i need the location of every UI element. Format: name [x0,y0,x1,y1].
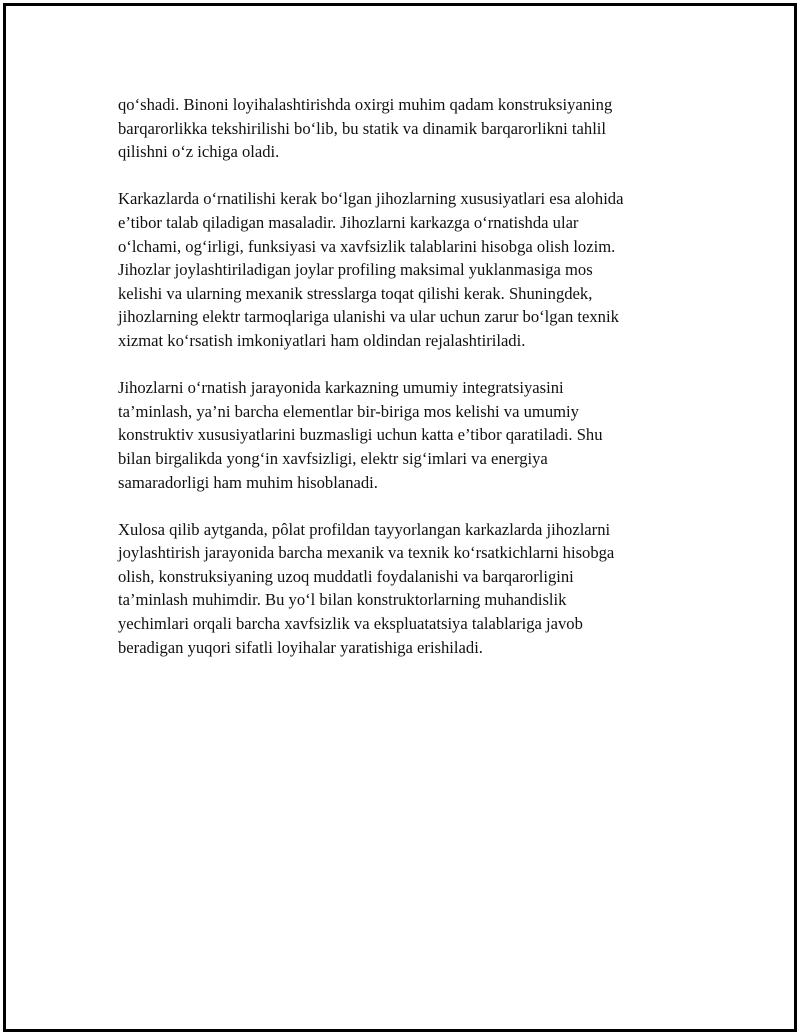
text-line: xizmat ko‘rsatish imkoniyatlari ham oldindan rejalashtiriladi. [118,330,526,350]
text-line: beradigan yuqori sifatli loyihalar yaratishiga erishiladi. [118,637,483,657]
text-line: Jihozlarni o‘rnatish jarayonida karkazning umumiy integratsiyasini [118,378,564,398]
paragraph-4 [118,518,680,660]
paragraph-3 [118,376,680,494]
text-line: Jihozlar joylashtiriladigan joylar profiling maksimal yuklanmasiga mos [118,260,593,280]
text-line: yechimlari orqali barcha xavfsizlik va ekspluatatsiya talablariga javob [118,614,583,634]
text-line: qilishni o‘z ichiga oladi. [118,142,280,162]
text-line: bilan birgalikda yong‘in xavfsizligi, elektr sig‘imlari va energiya [118,448,548,468]
text-line: e’tibor talab qiladigan masaladir. Jihozlarni karkazga o‘rnatishda ular [118,212,579,232]
text-line: konstruktiv xususiyatlarini buzmasligi uchun katta e’tibor qaratiladi. Shu [118,425,603,445]
text-line: barqarorlikka tekshirilishi bo‘lib, bu statik va dinamik barqarorlikni tahlil [118,118,607,138]
text-line: olish, konstruksiyaning uzoq muddatli foydalanishi va barqarorligini [118,566,574,586]
paragraph-2 [118,187,680,352]
text-line: o‘lchami, og‘irligi, funksiyasi va xavfsizlik talablarini hisobga olish lozim. [118,236,616,256]
text-line: ta’minlash muhimdir. Bu yo‘l bilan konstruktorlarning muhandislik [118,590,567,610]
text-line: samaradorligi ham muhim hisoblanadi. [118,472,378,492]
paragraph-1 [118,93,680,164]
text-line: Karkazlarda o‘rnatilishi kerak bo‘lgan jihozlarning xususiyatlari esa alohida [118,189,624,209]
text-line: qo‘shadi. Binoni loyihalashtirishda oxirgi muhim qadam konstruksiyaning [118,95,613,114]
text-line: kelishi va ularning mexanik stresslarga toqat qilishi kerak. Shuningdek, [118,283,593,303]
text-line: joylashtirish jarayonida barcha mexanik va texnik ko‘rsatkichlarni hisobga [118,543,615,563]
text-line: ta’minlash, ya’ni barcha elementlar bir-biriga mos kelishi va umumiy [118,401,579,421]
text-line: Xulosa qilib aytganda, pôlat profildan tayyorlangan karkazlarda jihozlarni [118,519,611,539]
text-line: jihozlarning elektr tarmoqlariga ulanishi va ular uchun zarur bo‘lgan texnik [118,307,619,327]
document-body [118,93,680,683]
